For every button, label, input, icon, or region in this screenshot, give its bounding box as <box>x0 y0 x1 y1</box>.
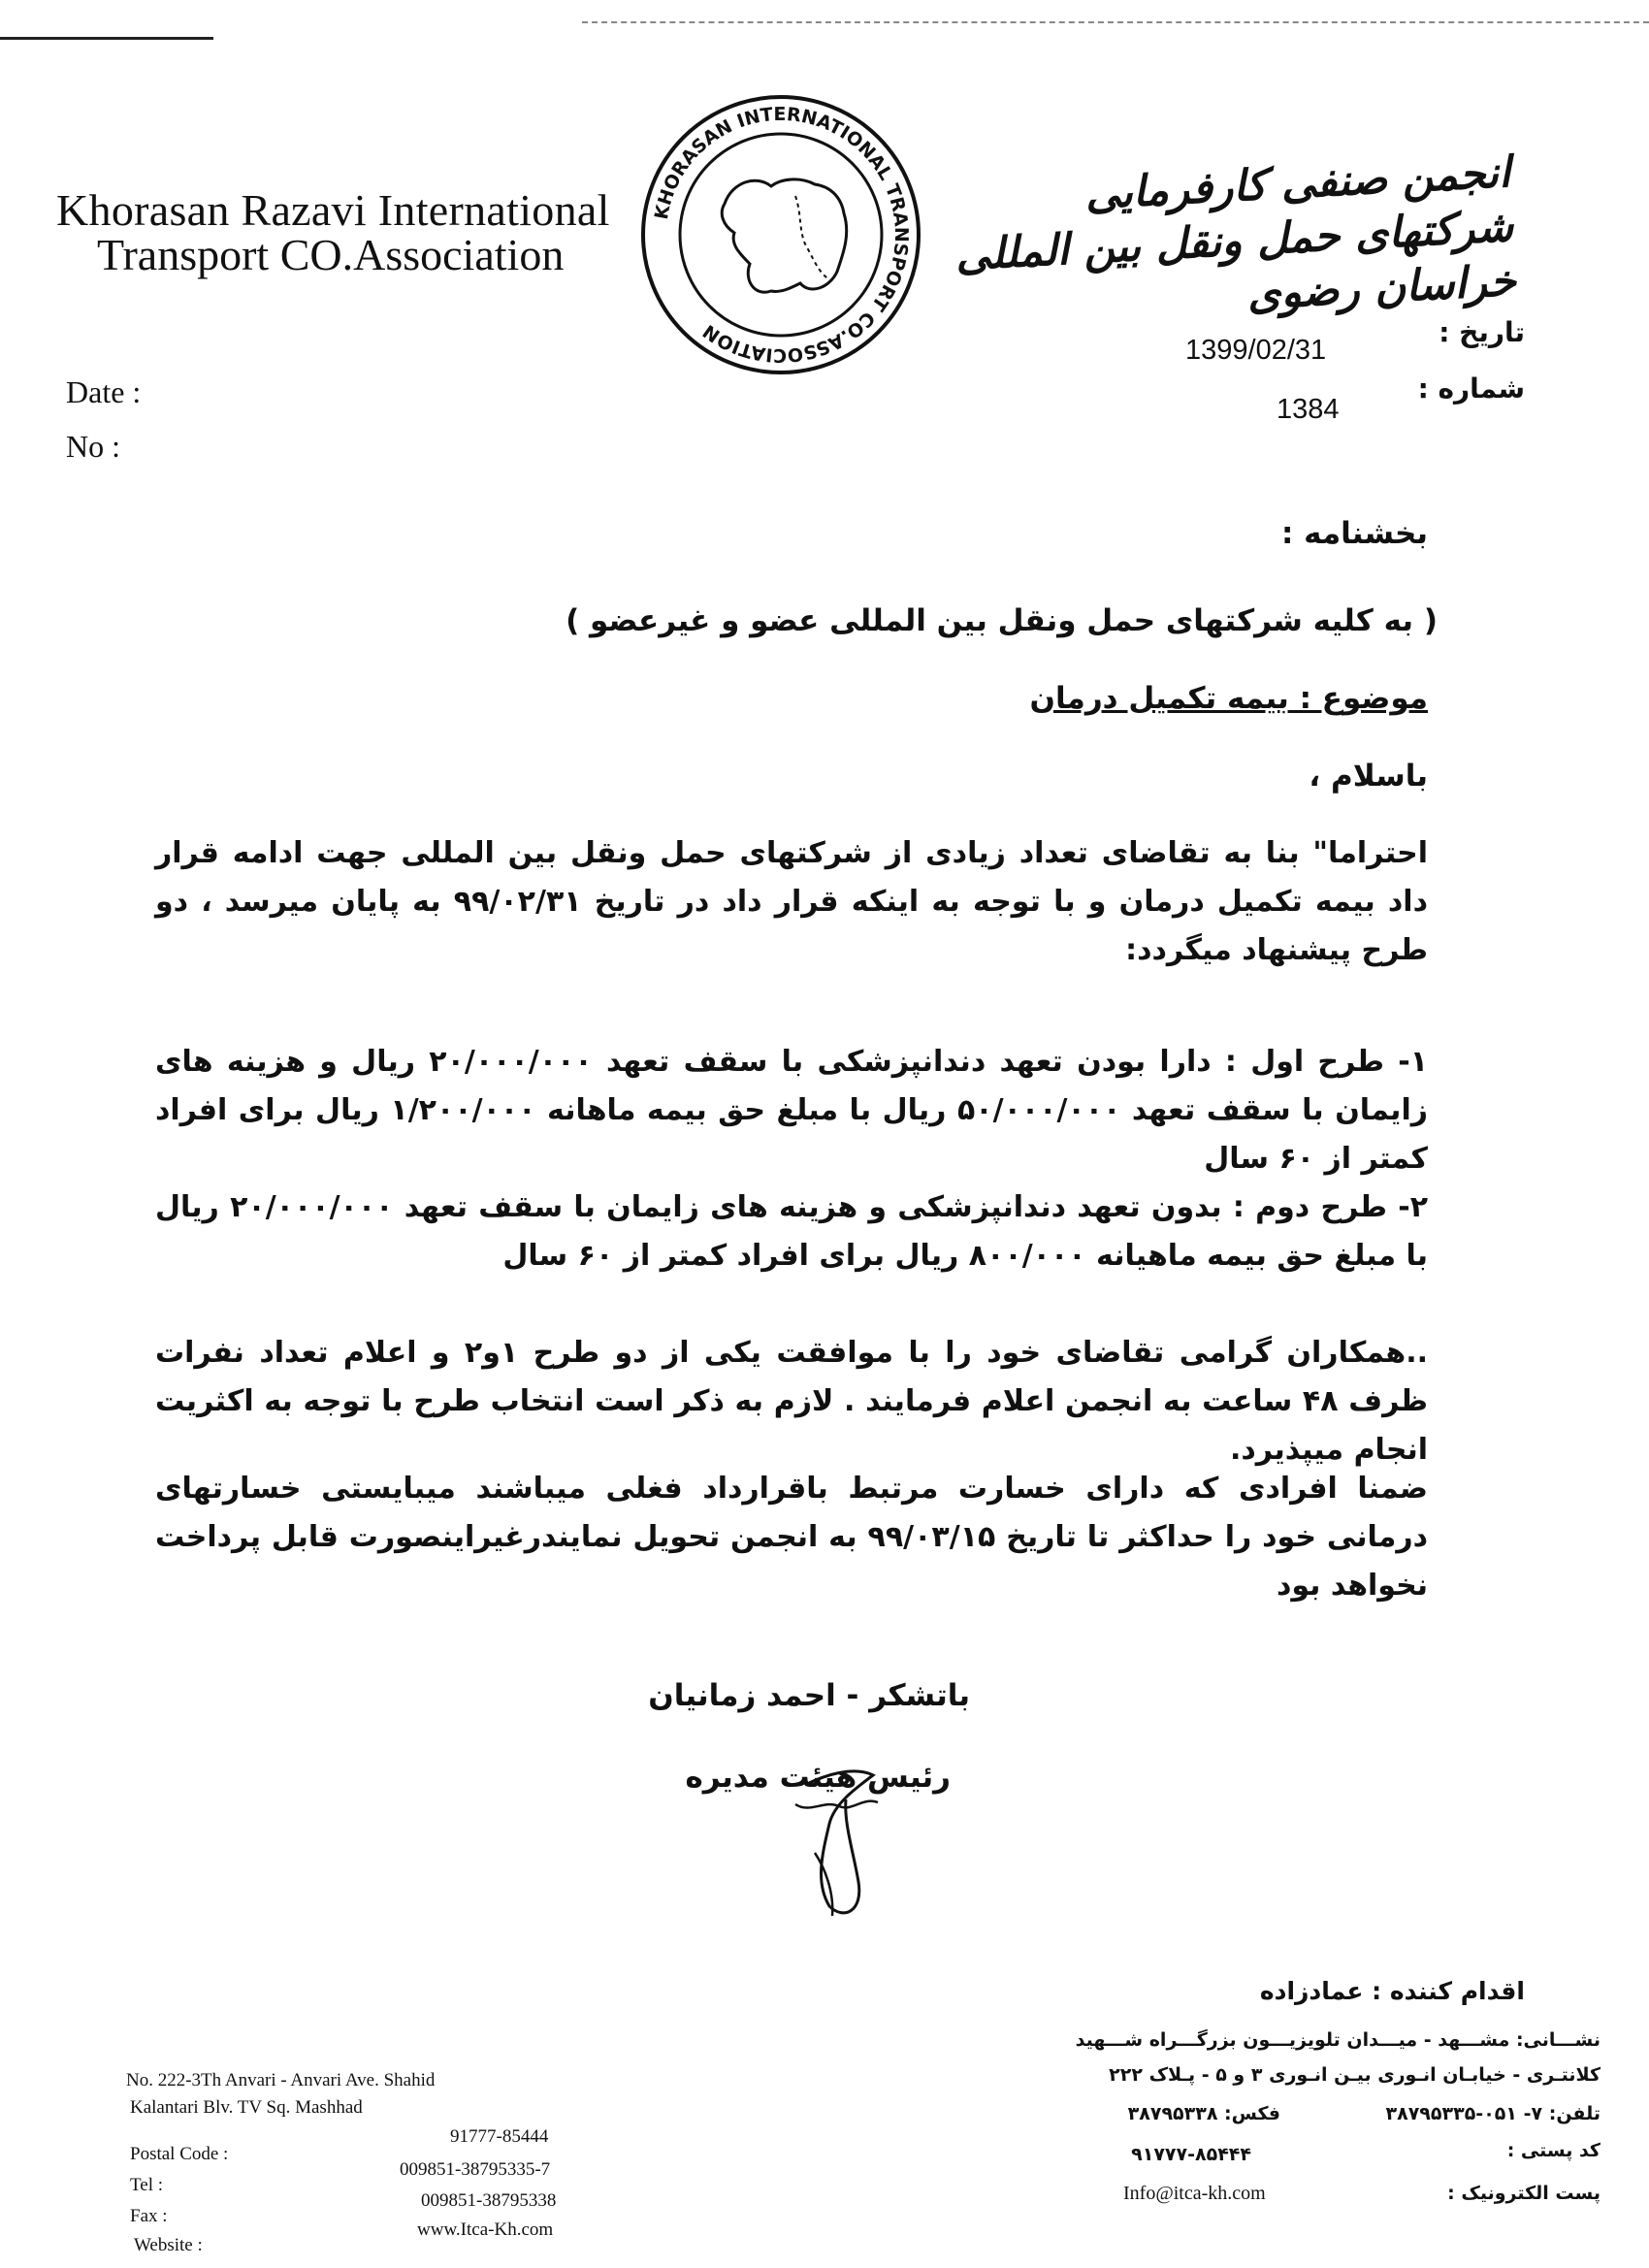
handwritten-signature <box>737 1746 931 1930</box>
footer-postal-label: Postal Code : <box>130 2144 229 2164</box>
footer-address-en-1: No. 222-3Th Anvari - Anvari Ave. Shahid <box>126 2070 436 2090</box>
top-edge-dash <box>582 21 1649 23</box>
number-value: 1384 <box>1277 394 1340 425</box>
top-edge-line <box>0 37 213 40</box>
date-label-en: Date : <box>66 374 142 409</box>
footer-postal-value-fa: ۹۱۷۷۷-۸۵۴۴۴ <box>1131 2144 1251 2165</box>
footer-address-fa-1: نشـــانی: مشـــهد - میـــدان تلویزیـــون بزرگـــراه شـــهید <box>1075 2029 1600 2051</box>
date-label-fa: تاریخ : <box>1439 316 1525 348</box>
letter-intro: احتراما" بنا به تقاضای تعداد زیادی از شرکتهای حمل ونقل بین المللی جهت ادامه قرار داد بیمه تکمیل درمان و با توجه به اینکه قرار داد در تاریخ ۹۹/۰۲/۳۱ به پایان میرسد ، دو طرح پیشنهاد میگردد: <box>155 836 1428 967</box>
number-label-fa: شماره : <box>1417 373 1525 405</box>
association-seal-logo <box>635 89 926 380</box>
org-name-en-line1: Khorasan Razavi International <box>56 185 610 235</box>
closing-line: باتشکر - احمد زمانیان <box>648 1678 970 1713</box>
plan-1: ۱- طرح اول : دارا بودن تعهد دندانپزشکی با سقف تعهد ۲۰/۰۰۰/۰۰۰ ریال و هزینه های زایمان با سقف تعهد ۵۰/۰۰۰/۰۰۰ ریال با مبلغ حق بیمه ماهانه ۱/۲۰۰/۰۰۰ ریال برای افراد کمتر از ۶۰ سال <box>155 1045 1429 1176</box>
footer-website-value[interactable]: www.Itca-Kh.com <box>417 2219 554 2240</box>
svg-text:KHORASAN INTERNATIONAL TRANSPO <box>651 104 912 366</box>
iran-map-icon <box>722 179 846 292</box>
signer-title: رئیس هیئت مدیره <box>685 1760 951 1795</box>
footer-tel-label: Tel : <box>130 2175 164 2195</box>
letter-greeting: باسلام ، <box>1309 759 1428 794</box>
footer-postal-label-fa: کد پستی : <box>1506 2140 1600 2161</box>
request-paragraph: ..همکاران گرامی تقاضای خود را با موافقت یکی از دو طرح ۱و۲ و اعلام تعداد نفرات ظرف ۴۸ ساعت به انجمن اعلام فرمایند . لازم به ذکر است انتخاب طرح با توجه به اکثریت انجام میپذیرد. <box>155 1336 1428 1467</box>
seal-ring-text: KHORASAN INTERNATIONAL TRANSPORT CO.ASSOCIATION <box>650 103 913 367</box>
org-name-fa: انجمن صنفی کارفرمایی شرکتهای حمل ونقل بین المللی خراسان رضوی <box>954 147 1518 320</box>
footer-address-fa-2: کلانتـری - خیابـان انـوری بیـن انـوری ۳ و ۵ - پـلاک ۲۲۲ <box>1109 2064 1600 2086</box>
footer-website-label: Website : <box>134 2235 203 2255</box>
footer-address-en-2: Kalantari Blv. TV Sq. Mashhad <box>130 2097 363 2118</box>
plan-2: ۲- طرح دوم : بدون تعهد دندانپزشکی و هزینه های زایمان با سقف تعهد ۲۰/۰۰۰/۰۰۰ ریال با مبلغ حق بیمه ماهیانه ۸۰۰/۰۰۰ ریال برای افراد کمتر از ۶۰ سال <box>155 1190 1428 1273</box>
footer-phone-fa: تلفن: ۷- ۰۵۱-۳۸۷۹۵۳۳۵ <box>1385 2103 1600 2124</box>
no-label-en: No : <box>66 429 120 464</box>
date-value: 1399/02/31 <box>1185 335 1327 366</box>
footer-tel-value: 009851-38795335-7 <box>400 2159 551 2180</box>
letter-type: بخشنامه : <box>1280 516 1428 551</box>
org-name-en-line2: Transport CO.Association <box>97 230 565 279</box>
footer-fax-fa: فکس: ۳۸۷۹۵۳۳۸ <box>1127 2103 1280 2124</box>
letter-recipients: ( به کلیه شرکتهای حمل ونقل بین المللی عضو و غیرعضو ) <box>566 603 1438 638</box>
footer-email-label-fa: پست الکترونیک : <box>1447 2183 1600 2204</box>
letter-subject: موضوع : بیمه تکمیل درمان <box>1029 681 1428 716</box>
footer-postal-value: 91777-85444 <box>450 2126 549 2147</box>
footer-fax-value: 009851-38795338 <box>421 2190 557 2211</box>
claims-note: ضمنا افرادی که دارای خسارت مرتبط باقرارداد فغلی میباشند میبایستی خسارتهای درمانی خود را حداکثر تا تاریخ ۹۹/۰۳/۱۵ به انجمن تحویل نمایندرغیراینصورت قابل پرداخت نخواهد بود <box>155 1472 1428 1603</box>
action-by: اقدام کننده : عمادزاده <box>1259 1977 1525 2005</box>
footer-fax-label: Fax : <box>130 2206 168 2226</box>
footer-email-value[interactable]: Info@itca-kh.com <box>1123 2183 1266 2204</box>
